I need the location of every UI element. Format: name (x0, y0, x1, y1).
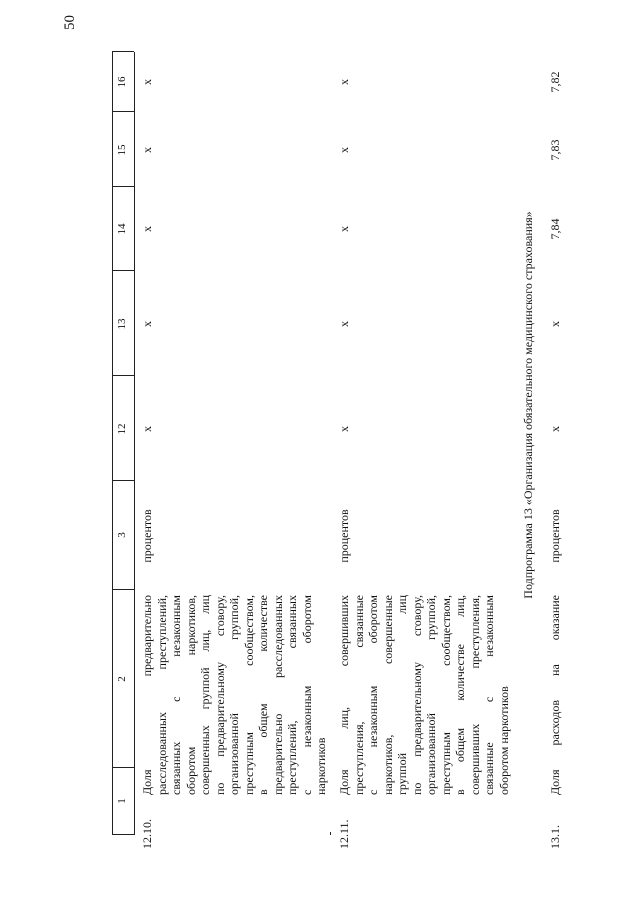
value-col-15: x (140, 147, 154, 153)
indicator-description: Доля расходов на оказание (548, 595, 562, 795)
col-rule-12-13 (112, 375, 134, 376)
col-rule-left (112, 834, 134, 835)
row-number: 12.10. (140, 819, 154, 849)
header-col-12: 12 (116, 423, 128, 435)
col-rule-14-15 (112, 186, 134, 187)
header-bottom-rule (134, 52, 135, 835)
value-col-13: x (337, 321, 351, 327)
indicator-description: Доля лиц, совершивших преступления, связанные с незаконным оборотом наркотиков, совершенные группой лиц по предварительному сговору, организованной группой, преступным сообществом, в общем количестве лиц, совершивших преступления, связанные с незаконным оборотом наркотиков (337, 595, 511, 795)
value-col-12: x (548, 426, 562, 432)
unit-cell: процентов (337, 509, 351, 563)
unit-cell: процентов (140, 509, 154, 563)
row-number: 13.1. (548, 825, 562, 849)
value-col-12: x (337, 426, 351, 432)
col-rule-3-12 (112, 480, 134, 481)
row-divider-rule (330, 832, 331, 835)
value-col-15: 7,83 (548, 139, 562, 161)
page-number: 50 (62, 15, 78, 30)
col-rule-15-16 (112, 111, 134, 112)
header-col-2: 2 (116, 676, 128, 682)
value-col-16: x (140, 79, 154, 85)
subprogram-title: Подпрограмма 13 «Организация обязательного медицинского страхования» (521, 211, 535, 599)
header-col-13: 13 (116, 318, 128, 330)
header-col-1: 1 (116, 798, 128, 804)
col-rule-2-3 (112, 589, 134, 590)
header-col-14: 14 (116, 223, 128, 235)
header-col-16: 16 (116, 76, 128, 88)
value-col-12: x (140, 426, 154, 432)
table-top-rule (112, 52, 113, 835)
col-rule-13-14 (112, 270, 134, 271)
row-number: 12.11. (337, 819, 351, 849)
value-col-14: x (337, 226, 351, 232)
value-col-14: 7,84 (548, 218, 562, 240)
value-col-14: x (140, 226, 154, 232)
value-col-13: x (140, 321, 154, 327)
indicator-description: Доля предварительно расследованных преступлений, связанных с незаконным оборотом наркотиков, совершенных группой лиц, лиц по предварительному сговору, организованной группой, преступным сообществом, в общем количестве предварительно расследованных преступлений, связанных с незаконным оборотом наркотиков (140, 595, 328, 795)
header-col-15: 15 (116, 144, 128, 156)
header-col-3: 3 (116, 532, 128, 538)
col-rule-1-2 (112, 767, 134, 768)
col-rule-right (112, 51, 134, 52)
value-col-16: 7,82 (548, 71, 562, 93)
value-col-15: x (337, 147, 351, 153)
unit-cell: процентов (548, 509, 562, 563)
value-col-16: x (337, 79, 351, 85)
value-col-13: x (548, 321, 562, 327)
